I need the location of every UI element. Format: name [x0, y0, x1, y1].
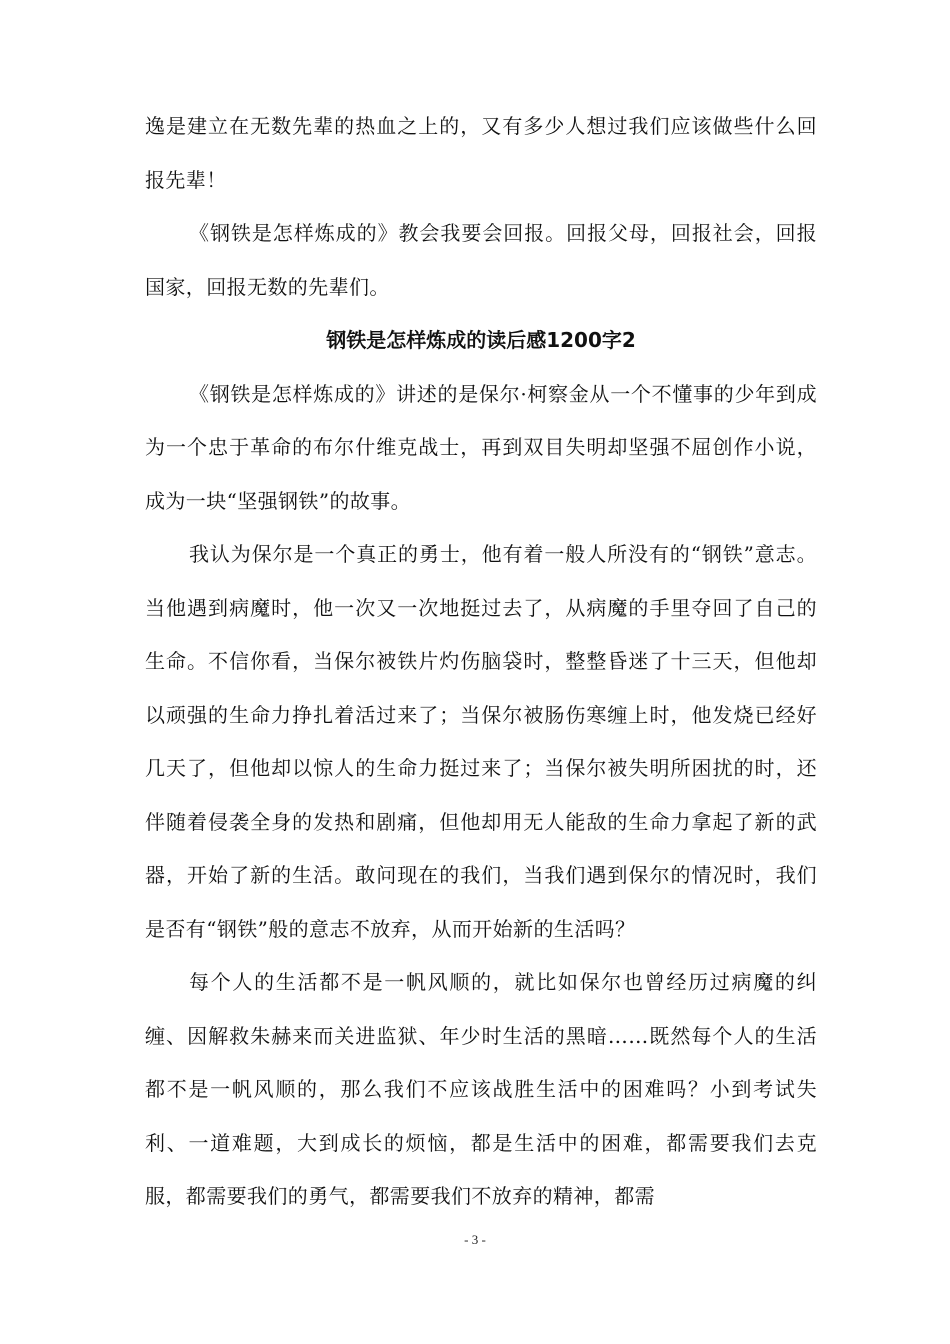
document-body: [145, 100, 817, 1224]
paragraph-difficulties: 每个人的生活都不是一帆风顺的，就比如保尔也曾经历过病魔的纠缠、因解救朱赫来而关进监狱、年少时生活的黑暗……既然每个人的生活都不是一帆风顺的，那么我们不应该战胜生活中的困难吗？小到考试失利、一道难题，大到成长的烦恼，都是生活中的困难，都需要我们去克服，都需要我们的勇气，都需要我们不放弃的精神，都需: [145, 970, 817, 1208]
paragraph-warrior: 我认为保尔是一个真正的勇士，他有着一般人所没有的“钢铁”意志。当他遇到病魔时，他一次又一次地挺过去了，从病魔的手里夺回了自己的生命。不信你看，当保尔被铁片灼伤脑袋时，整整昏迷了十三天，但他却以顽强的生命力挣扎着活过来了；当保尔被肠伤寒缠上时，他发烧已经好几天了，但他却以惊人的生命力挺过来了；当保尔被失明所困扰的时，还伴随着侵袭全身的发热和剧痛，但他却用无人能敌的生命力拿起了新的武器，开始了新的生活。敢问现在的我们，当我们遇到保尔的情况时，我们是否有“钢铁”般的意志不放弃，从而开始新的生活吗？: [145, 542, 817, 941]
section-heading: 钢铁是怎样炼成的读后感1200字2: [326, 328, 636, 352]
paragraph-repayment: 《钢铁是怎样炼成的》教会我要会回报。回报父母，回报社会，回报国家，回报无数的先辈们。: [145, 221, 817, 299]
paragraph-continuation: 逸是建立在无数先辈的热血之上的，又有多少人想过我们应该做些什么回报先辈！: [145, 114, 817, 192]
page-number: - 3 -: [464, 1232, 486, 1247]
paragraph-summary: 《钢铁是怎样炼成的》讲述的是保尔·柯察金从一个不懂事的少年到成为一个忠于革命的布尔什维克战士，再到双目失明却坚强不屈创作小说，成为一块“坚强钢铁”的故事。: [145, 381, 817, 513]
